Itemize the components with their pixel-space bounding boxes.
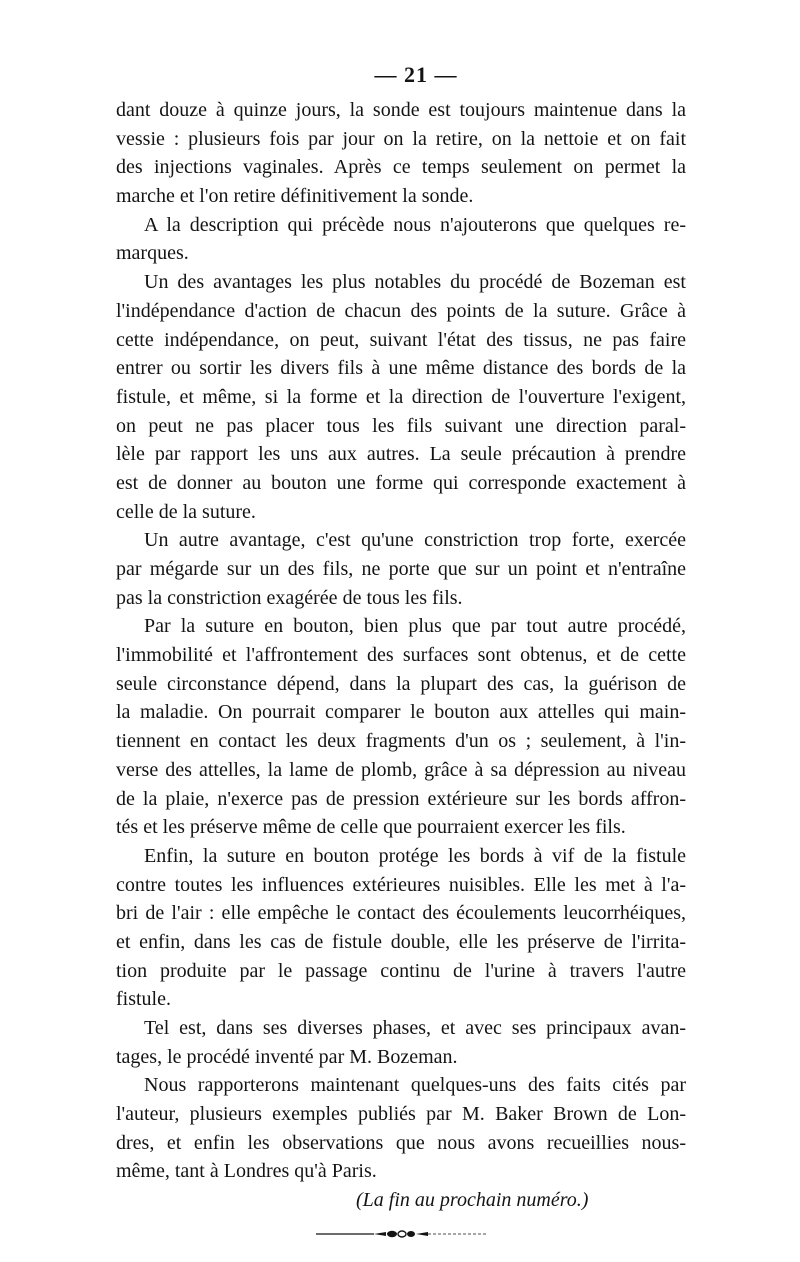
text-line: l'indépendance d'action de chacun des points de la suture. Grâce à bbox=[116, 299, 686, 322]
text-line: contre toutes les influences extérieures nuisibles. Elle les met à l'a- bbox=[116, 873, 686, 896]
text-line: on peut ne pas placer tous les fils suivant une direction paral- bbox=[116, 414, 686, 437]
paragraph bbox=[116, 211, 686, 268]
text-line: lèle par rapport les uns aux autres. La seule précaution à prendre bbox=[116, 443, 686, 466]
paragraph bbox=[116, 612, 686, 842]
text-line: est de donner au bouton une forme qui corresponde exactement à bbox=[116, 471, 686, 494]
paragraph bbox=[116, 1071, 686, 1186]
text-line: cette indépendance, on peut, suivant l'état des tissus, ne pas faire bbox=[116, 328, 686, 351]
paragraph bbox=[116, 526, 686, 612]
closing-note: (La fin au prochain numéro.) bbox=[356, 1189, 589, 1212]
text-line: Un autre avantage, c'est qu'une constriction trop forte, exercée bbox=[144, 529, 686, 552]
page-number: — 21 — bbox=[374, 62, 458, 87]
text-line: l'immobilité et l'affrontement des surfaces sont obtenus, et de cette bbox=[116, 644, 686, 667]
paragraph bbox=[116, 1014, 686, 1071]
text-line: tages, le procédé inventé par M. Bozeman. bbox=[116, 1045, 458, 1068]
text-line: celle de la suture. bbox=[116, 500, 256, 523]
text-line: pas la constriction exagérée de tous les fils. bbox=[116, 586, 463, 609]
text-line: bri de l'air : elle empêche le contact des écoulements leucorrhéiques, bbox=[116, 902, 686, 925]
text-line: des injections vaginales. Après ce temps seulement on permet la bbox=[116, 156, 686, 179]
body-text bbox=[116, 96, 686, 1186]
text-line: de la plaie, n'exerce pas de pression extérieure sur les bords affron- bbox=[116, 787, 686, 810]
paragraph bbox=[116, 96, 686, 211]
text-line: verse des attelles, la lame de plomb, grâce à sa dépression au niveau bbox=[116, 758, 686, 781]
text-line: l'auteur, plusieurs exemples publiés par M. Baker Brown de Lon- bbox=[116, 1103, 686, 1126]
text-line: A la description qui précède nous n'ajouterons que quelques re- bbox=[144, 213, 686, 236]
text-line: seule circonstance dépend, dans la plupart des cas, la guérison de bbox=[116, 672, 686, 695]
text-line: marche et l'on retire définitivement la sonde. bbox=[116, 185, 474, 208]
text-line: dres, et enfin les observations que nous avons recueillies nous- bbox=[116, 1131, 686, 1154]
text-line: vessie : plusieurs fois par jour on la retire, on la nettoie et on fait bbox=[116, 127, 686, 150]
text-line: tés et les préserve même de celle que pourraient exercer les fils. bbox=[116, 816, 626, 839]
text-line: fistule. bbox=[116, 988, 171, 1011]
text-line: Par la suture en bouton, bien plus que par tout autre procédé, bbox=[144, 615, 686, 638]
tailpiece-ornament-icon bbox=[316, 1229, 488, 1239]
text-line: par mégarde sur un des fils, ne porte que sur un point et n'entraîne bbox=[116, 558, 686, 580]
text-line: marques. bbox=[116, 242, 189, 265]
paragraph bbox=[116, 268, 686, 526]
text-line: tion produite par le passage continu de l'urine à travers l'autre bbox=[116, 959, 686, 982]
text-line: la maladie. On pourrait comparer le bouton aux attelles qui main- bbox=[116, 701, 686, 724]
text-line: Enfin, la suture en bouton protége les bords à vif de la fistule bbox=[144, 844, 686, 867]
document-page bbox=[116, 62, 686, 1244]
text-line: même, tant à Londres qu'à Paris. bbox=[116, 1160, 377, 1183]
text-line: Un des avantages les plus notables du procédé de Bozeman est bbox=[144, 271, 686, 294]
text-line: entrer ou sortir les divers fils à une même distance des bords de la bbox=[116, 357, 686, 380]
text-line: Nous rapporterons maintenant quelques-uns des faits cités par bbox=[144, 1074, 686, 1097]
paragraph bbox=[116, 842, 686, 1014]
text-line: dant douze à quinze jours, la sonde est toujours maintenue dans la bbox=[116, 99, 686, 121]
text-line: fistule, et même, si la forme et la direction de l'ouverture l'exigent, bbox=[116, 385, 686, 408]
text-line: tiennent en contact les deux fragments d'un os ; seulement, à l'in- bbox=[116, 730, 686, 753]
text-line: et enfin, dans les cas de fistule double, elle les préserve de l'irrita- bbox=[116, 930, 686, 953]
text-line: Tel est, dans ses diverses phases, et avec ses principaux avan- bbox=[144, 1017, 686, 1039]
